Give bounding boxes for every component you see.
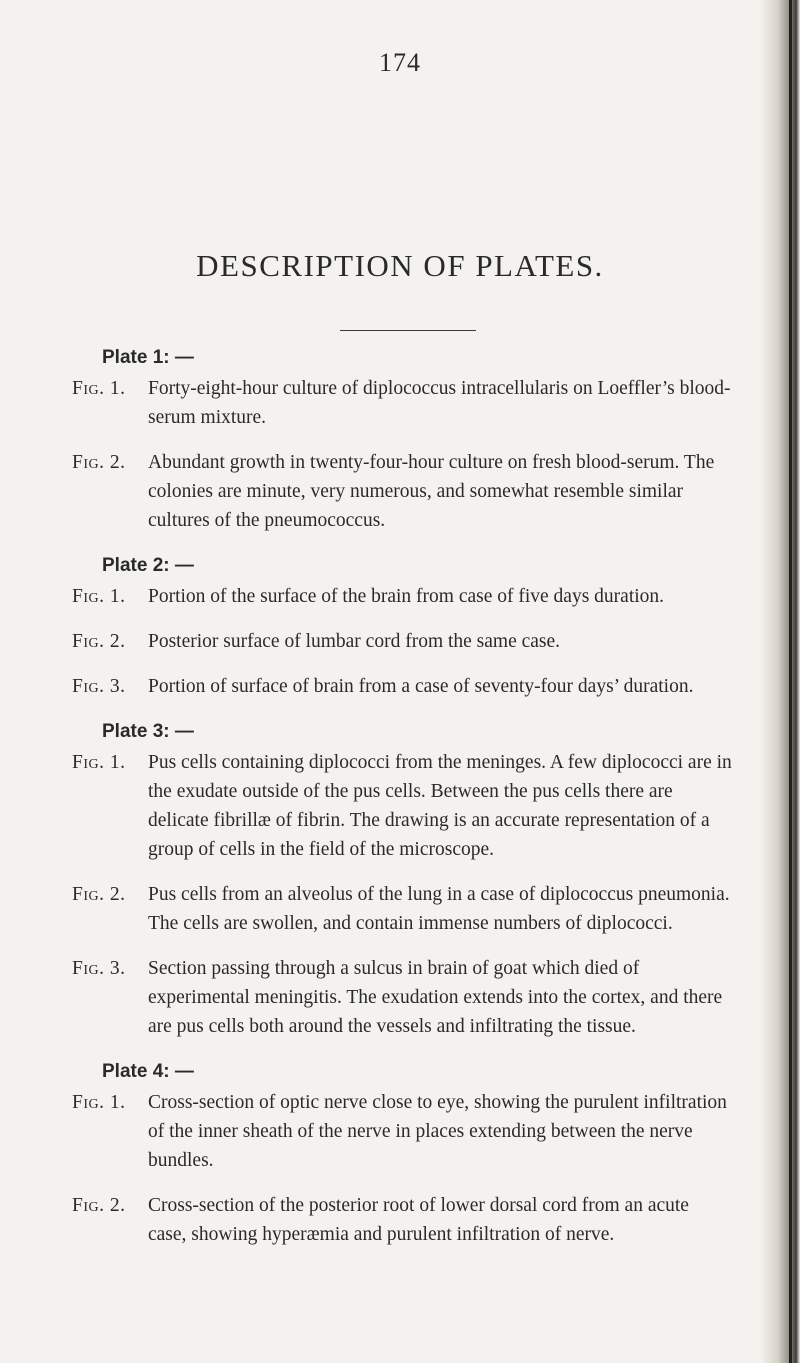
figure-description: Section passing through a sulcus in brain of goat which died of experimental meningitis. The exudation extends into the cortex, and there are pus cells both around the vessels and infiltrating the tissue. [148,958,723,1037]
figure-label: Fig. 3. [72,676,126,697]
figure-description: Pus cells from an alveolus of the lung in a case of diplococcus pneumonia. The cells are swollen, and contain immense numbers of diplococci. [148,884,730,934]
figure-description: Portion of surface of brain from a case of seventy-four days’ duration. [148,676,694,697]
page-binding-line [789,0,792,1363]
plate-heading: Plate 1: — [102,347,194,368]
figure-label: Fig. 2. [72,452,126,473]
figure-label: Fig. 1. [72,378,126,399]
plate-heading: Plate 2: — [102,555,194,576]
figure-entry [72,582,732,611]
figure-description: Abundant growth in twenty-four-hour culture on fresh blood-serum. The colonies are minute, very numerous, and somewhat resemble similar cultures of the pneumococcus. [148,452,715,531]
figure-description: Cross-section of optic nerve close to eye, showing the purulent infiltration of the inner sheath of the nerve in places extending between the nerve bundles. [148,1092,727,1171]
title-divider [340,330,476,331]
plate-heading: Plate 3: — [102,721,194,742]
figure-entry [72,880,732,938]
plate-section [72,343,732,535]
figure-label: Fig. 1. [72,752,126,773]
figure-entry [72,1088,732,1175]
figure-description: Pus cells containing diplococci from the meninges. A few diplococci are in the exudate outside of the pus cells. Between the pus cells there are delicate fibrillæ of fibrin. The drawing is an accurate representation of a group of cells in the field of the microscope. [148,752,732,860]
page-binding-shadow [760,0,800,1363]
figure-label: Fig. 3. [72,958,126,979]
plates-description [72,343,732,1265]
figure-label: Fig. 1. [72,1092,126,1113]
figure-entry [72,748,732,864]
figure-label: Fig. 1. [72,586,126,607]
figure-label: Fig. 2. [72,631,126,652]
plate-heading: Plate 4: — [102,1061,194,1082]
figure-description: Cross-section of the posterior root of lower dorsal cord from an acute case, showing hyperæmia and purulent infiltration of nerve. [148,1195,689,1245]
figure-entry [72,374,732,432]
figure-entry [72,954,732,1041]
plate-section [72,717,732,1041]
figure-entry [72,627,732,656]
page-number: 174 [379,48,421,77]
plate-section [72,551,732,701]
figure-entry [72,672,732,701]
plate-section [72,1057,732,1249]
figure-description: Forty-eight-hour culture of diplococcus intracellularis on Loeffler’s blood-serum mixture. [148,378,731,428]
figure-description: Portion of the surface of the brain from case of five days duration. [148,586,665,607]
figure-description: Posterior surface of lumbar cord from the same case. [148,631,561,652]
figure-label: Fig. 2. [72,1195,126,1216]
figure-label: Fig. 2. [72,884,126,905]
page-title: DESCRIPTION OF PLATES. [196,248,604,283]
figure-entry [72,1191,732,1249]
figure-entry [72,448,732,535]
